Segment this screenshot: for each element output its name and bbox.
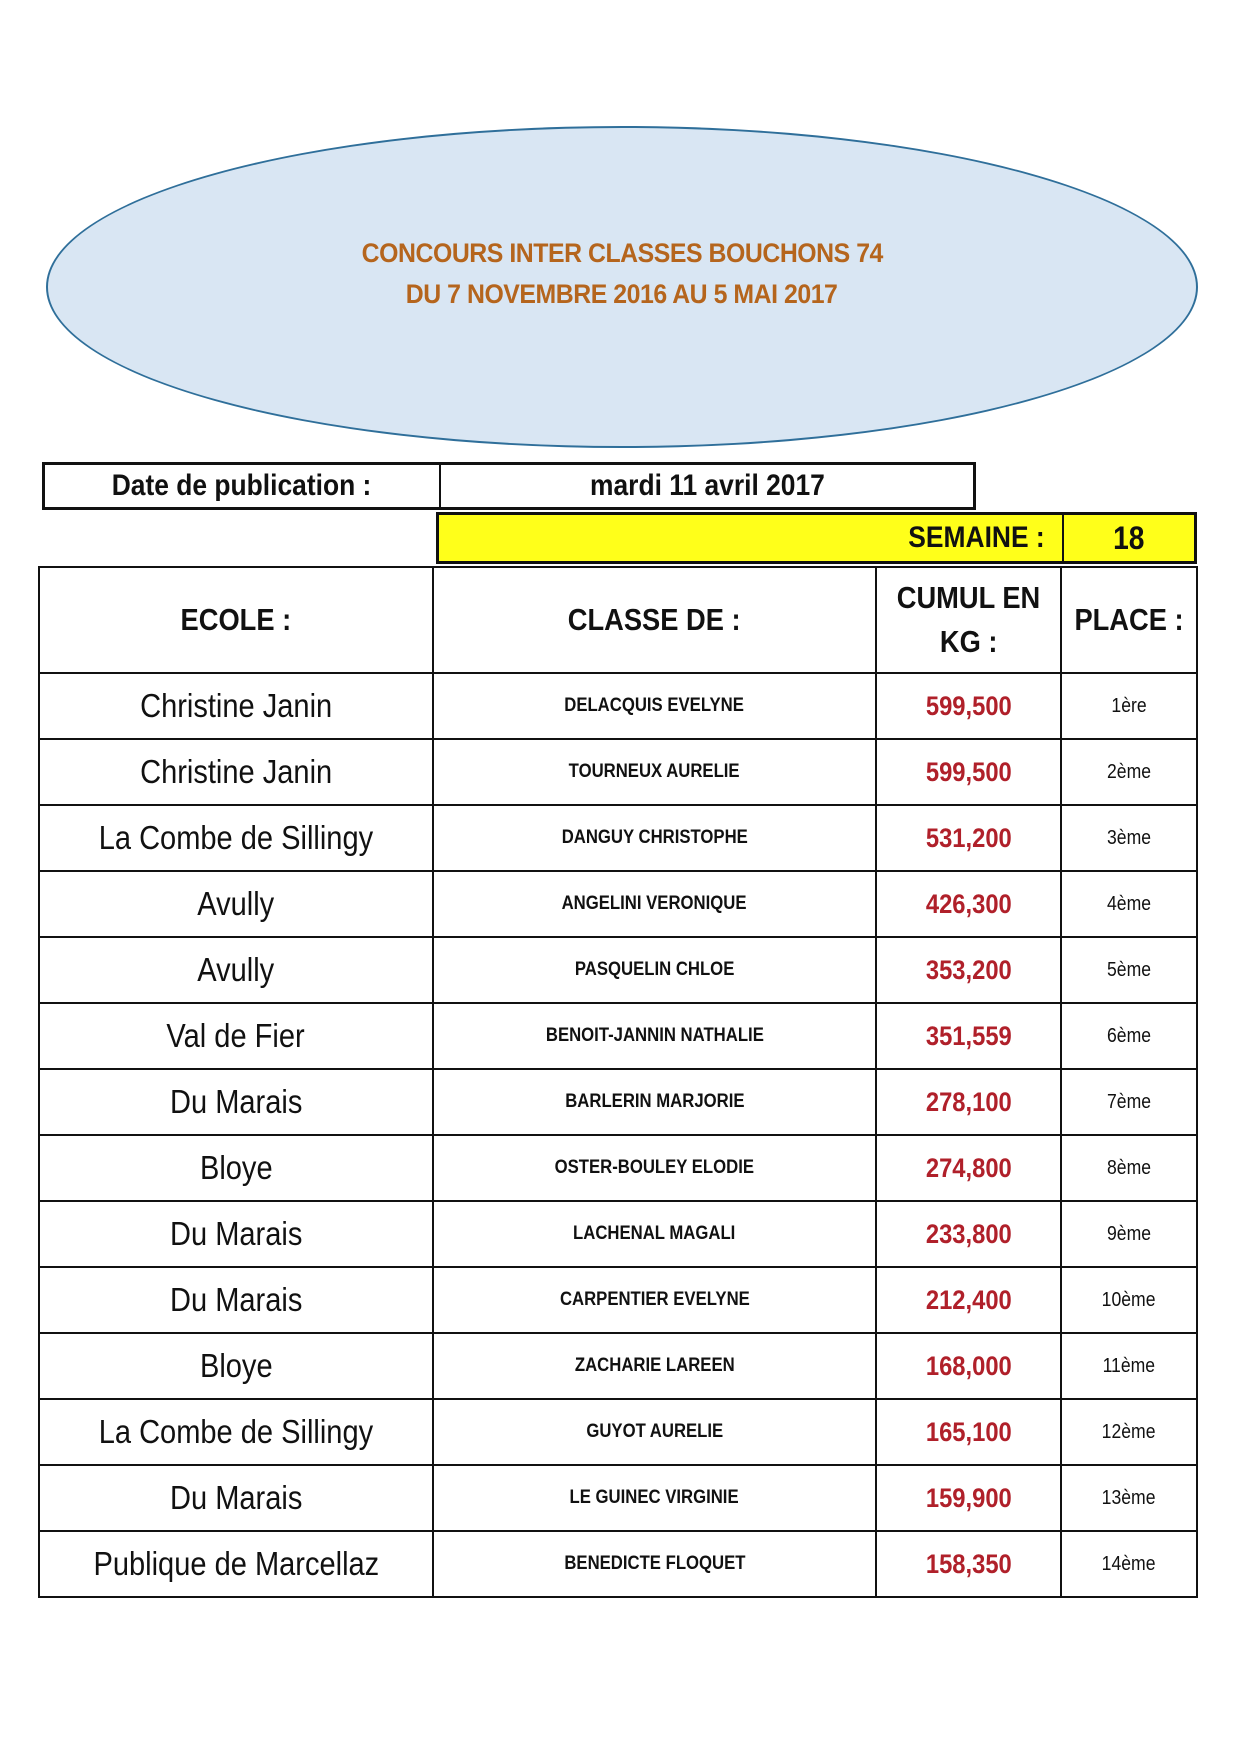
week-label: SEMAINE : [908, 521, 1045, 554]
place-text: 12ème [1102, 1420, 1156, 1443]
classe-cell [433, 673, 876, 739]
table-header-row [39, 567, 1197, 673]
classe-cell [433, 1135, 876, 1201]
cumul-text: 353,200 [925, 954, 1012, 985]
cumul-cell [876, 1531, 1061, 1597]
classe-cell [433, 1069, 876, 1135]
week-value-cell [1064, 515, 1194, 561]
ecole-cell [39, 1003, 433, 1069]
place-text: 6ème [1106, 1024, 1152, 1047]
classe-text: DELACQUIS EVELYNE [564, 695, 745, 716]
header-cumul [876, 567, 1061, 673]
cumul-text: 274,800 [925, 1152, 1012, 1183]
header-cumul-line2: KG : [939, 624, 998, 659]
ecole-text: Avully [197, 885, 275, 922]
ecole-cell [39, 1069, 433, 1135]
publication-date-label-cell [45, 465, 441, 507]
ecole-text: Bloye [199, 1149, 273, 1186]
classe-text: GUYOT AURELIE [586, 1421, 723, 1442]
cumul-text: 531,200 [925, 822, 1012, 853]
header-cumul-line1: CUMUL EN [896, 580, 1041, 615]
place-cell [1061, 937, 1197, 1003]
ecole-cell [39, 673, 433, 739]
table-row [39, 1003, 1197, 1069]
classe-text: OSTER-BOULEY ELODIE [554, 1157, 755, 1178]
week-label-cell [439, 515, 1064, 561]
cumul-text: 233,800 [925, 1218, 1012, 1249]
classe-cell [433, 1267, 876, 1333]
ecole-text: Christine Janin [139, 687, 333, 724]
place-cell [1061, 805, 1197, 871]
table-row [39, 1135, 1197, 1201]
ecole-text: Publique de Marcellaz [93, 1545, 379, 1582]
place-cell [1061, 739, 1197, 805]
publication-date-row [42, 462, 976, 510]
header-classe [433, 567, 876, 673]
classe-text: TOURNEUX AURELIE [569, 761, 740, 782]
cumul-text: 426,300 [925, 888, 1012, 919]
table-row [39, 1465, 1197, 1531]
cumul-text: 599,500 [925, 690, 1012, 721]
cumul-cell [876, 1201, 1061, 1267]
classe-cell [433, 1201, 876, 1267]
classe-cell [433, 805, 876, 871]
ecole-cell [39, 1267, 433, 1333]
table-row [39, 673, 1197, 739]
classe-text: BARLERIN MARJORIE [564, 1091, 745, 1112]
classe-cell [433, 1333, 876, 1399]
ecole-cell [39, 1465, 433, 1531]
classe-cell [433, 739, 876, 805]
classe-text: PASQUELIN CHLOE [574, 959, 735, 980]
cumul-text: 351,559 [925, 1020, 1012, 1051]
place-text: 7ème [1106, 1090, 1152, 1113]
ecole-text: La Combe de Sillingy [98, 1413, 374, 1450]
results-table [38, 566, 1198, 1598]
classe-cell [433, 1399, 876, 1465]
place-text: 2ème [1106, 760, 1152, 783]
header-ecole [39, 567, 433, 673]
cumul-cell [876, 739, 1061, 805]
table-row [39, 1267, 1197, 1333]
cumul-cell [876, 937, 1061, 1003]
ecole-text: Bloye [199, 1347, 273, 1384]
classe-cell [433, 1531, 876, 1597]
place-text: 10ème [1102, 1288, 1156, 1311]
cumul-cell [876, 871, 1061, 937]
cumul-cell [876, 1333, 1061, 1399]
publication-date-label: Date de publication : [112, 469, 372, 502]
classe-text: ZACHARIE LAREEN [574, 1355, 735, 1376]
cumul-cell [876, 1069, 1061, 1135]
table-row [39, 739, 1197, 805]
place-cell [1061, 1003, 1197, 1069]
table-row [39, 1399, 1197, 1465]
cumul-text: 599,500 [925, 756, 1012, 787]
title-banner [46, 126, 1198, 448]
classe-text: ANGELINI VERONIQUE [562, 893, 747, 914]
cumul-cell [876, 1135, 1061, 1201]
classe-cell [433, 1003, 876, 1069]
ecole-text: Avully [197, 951, 275, 988]
place-cell [1061, 1135, 1197, 1201]
table-row [39, 1069, 1197, 1135]
cumul-cell [876, 805, 1061, 871]
table-row [39, 1201, 1197, 1267]
cumul-text: 159,900 [925, 1482, 1012, 1513]
place-cell [1061, 673, 1197, 739]
ecole-text: La Combe de Sillingy [98, 819, 374, 856]
place-text: 5ème [1106, 958, 1152, 981]
classe-cell [433, 937, 876, 1003]
banner-title-line2: DU 7 NOVEMBRE 2016 AU 5 MAI 2017 [406, 279, 838, 309]
ecole-text: Christine Janin [139, 753, 333, 790]
cumul-cell [876, 1465, 1061, 1531]
classe-text: CARPENTIER EVELYNE [559, 1289, 750, 1310]
cumul-text: 165,100 [925, 1416, 1012, 1447]
cumul-text: 158,350 [925, 1548, 1012, 1579]
place-cell [1061, 1201, 1197, 1267]
ecole-cell [39, 937, 433, 1003]
ecole-cell [39, 1135, 433, 1201]
place-text: 4ème [1106, 892, 1152, 915]
table-row [39, 871, 1197, 937]
cumul-cell [876, 673, 1061, 739]
place-text: 14ème [1102, 1552, 1156, 1575]
banner-title-line1: CONCOURS INTER CLASSES BOUCHONS 74 [361, 238, 883, 268]
ecole-text: Du Marais [169, 1215, 303, 1252]
place-text: 8ème [1106, 1156, 1152, 1179]
classe-text: LE GUINEC VIRGINIE [569, 1487, 740, 1508]
ecole-text: Du Marais [169, 1083, 303, 1120]
ecole-cell [39, 1333, 433, 1399]
place-cell [1061, 1267, 1197, 1333]
place-cell [1061, 1399, 1197, 1465]
header-place [1061, 567, 1197, 673]
header-ecole-text: ECOLE : [180, 602, 292, 637]
place-text: 1ère [1111, 694, 1147, 717]
table-row [39, 1333, 1197, 1399]
place-text: 9ème [1106, 1222, 1152, 1245]
classe-cell [433, 1465, 876, 1531]
ecole-cell [39, 871, 433, 937]
classe-text: LACHENAL MAGALI [573, 1223, 736, 1244]
place-cell [1061, 1531, 1197, 1597]
place-text: 3ème [1106, 826, 1152, 849]
cumul-text: 168,000 [925, 1350, 1012, 1381]
ecole-text: Du Marais [169, 1281, 303, 1318]
ecole-text: Val de Fier [166, 1017, 306, 1054]
classe-text: DANGUY CHRISTOPHE [561, 827, 748, 848]
ecole-text: Du Marais [169, 1479, 303, 1516]
classe-text: BENOIT-JANNIN NATHALIE [545, 1025, 764, 1046]
ecole-cell [39, 805, 433, 871]
publication-date-value: mardi 11 avril 2017 [589, 469, 825, 502]
ecole-cell [39, 1201, 433, 1267]
ecole-cell [39, 739, 433, 805]
classe-cell [433, 871, 876, 937]
place-text: 11ème [1102, 1354, 1156, 1377]
cumul-text: 212,400 [925, 1284, 1012, 1315]
place-cell [1061, 871, 1197, 937]
place-cell [1061, 1069, 1197, 1135]
classe-text: BENEDICTE FLOQUET [563, 1553, 746, 1574]
cumul-cell [876, 1267, 1061, 1333]
place-cell [1061, 1333, 1197, 1399]
place-text: 13ème [1102, 1486, 1156, 1509]
week-row [436, 512, 1197, 564]
publication-date-value-cell [441, 465, 973, 507]
ecole-cell [39, 1531, 433, 1597]
header-place-text: PLACE : [1074, 602, 1184, 637]
cumul-text: 278,100 [925, 1086, 1012, 1117]
table-row [39, 937, 1197, 1003]
cumul-cell [876, 1003, 1061, 1069]
cumul-cell [876, 1399, 1061, 1465]
week-value: 18 [1113, 519, 1145, 556]
table-row [39, 1531, 1197, 1597]
header-classe-text: CLASSE DE : [568, 602, 741, 637]
table-row [39, 805, 1197, 871]
place-cell [1061, 1465, 1197, 1531]
ecole-cell [39, 1399, 433, 1465]
